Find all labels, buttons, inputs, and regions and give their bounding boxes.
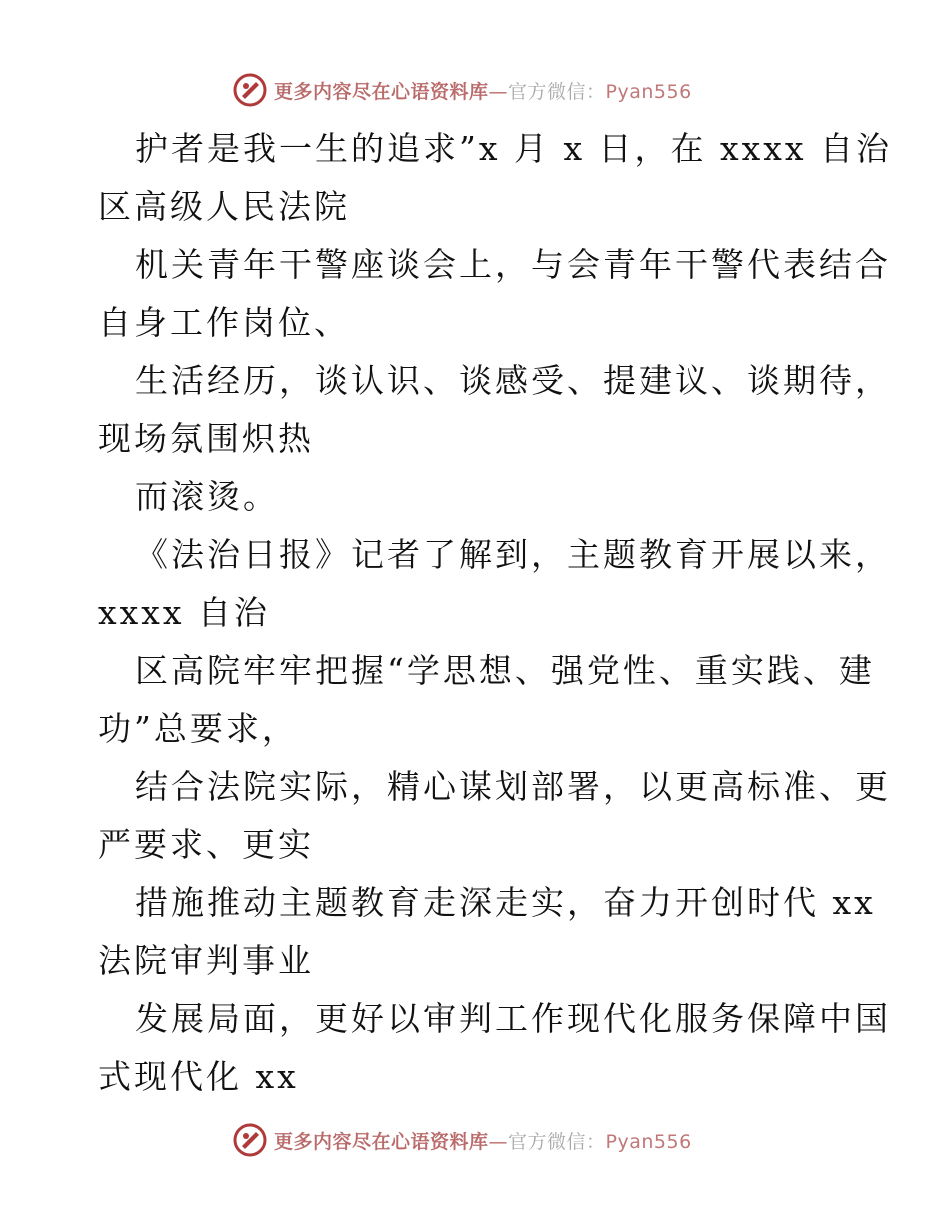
paragraph-line: 现场氛围炽热: [98, 419, 314, 458]
paragraph-line: 结合法院实际，精心谋划部署，以更高标准、更: [135, 767, 891, 806]
paragraph-line: 而滚烫。: [135, 477, 279, 516]
header-banner: [232, 70, 692, 110]
banner-text: [274, 1127, 692, 1154]
document-body: [98, 120, 892, 1106]
banner-wechat-id: Pyan556: [605, 1130, 692, 1153]
paragraph-line: 护者是我一生的追求”x 月 x 日，在 xxxx 自治: [135, 129, 892, 168]
paragraph-line: 区高院牢牢把握“学思想、强党性、重实践、建: [135, 651, 875, 690]
banner-dash: —: [488, 80, 509, 103]
paragraph-line: 自身工作岗位、: [98, 303, 350, 342]
footer-banner: [232, 1120, 692, 1160]
paragraph-line: 式现代化 xx: [98, 1057, 299, 1096]
banner-brand-text: 更多内容尽在心语资料库: [274, 80, 489, 103]
paragraph-line: 措施推动主题教育走深走实，奋力开创时代 xx: [135, 883, 876, 922]
paragraph-line: 生活经历，谈认识、谈感受、提建议、谈期待，: [135, 361, 891, 400]
banner-text: [274, 77, 692, 104]
paragraph-line: 发展局面，更好以审判工作现代化服务保障中国: [135, 999, 891, 1038]
banner-brand-text: 更多内容尽在心语资料库: [274, 1130, 489, 1153]
logo-icon: [232, 1122, 268, 1158]
banner-official-label: 官方微信：: [508, 80, 606, 103]
paragraph-line: 《法治日报》记者了解到，主题教育开展以来，: [135, 535, 891, 574]
paragraph-line: 功”总要求，: [98, 709, 298, 748]
paragraph-line: 严要求、更实: [98, 825, 314, 864]
paragraph-line: 法院审判事业: [98, 941, 314, 980]
banner-official-label: 官方微信：: [508, 1130, 606, 1153]
paragraph-line: 区高级人民法院: [98, 187, 350, 226]
paragraph-line: xxxx 自治: [98, 593, 270, 632]
banner-wechat-id: Pyan556: [605, 80, 692, 103]
paragraph-line: 机关青年干警座谈会上，与会青年干警代表结合: [135, 245, 891, 284]
banner-dash: —: [488, 1130, 509, 1153]
logo-icon: [232, 72, 268, 108]
